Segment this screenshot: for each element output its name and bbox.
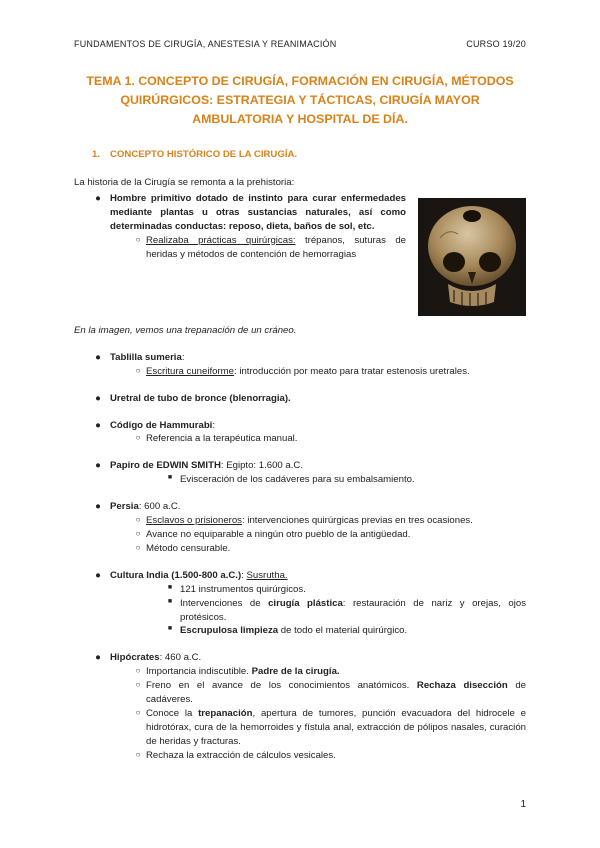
bullet-circle-icon: ○ bbox=[135, 234, 141, 244]
list-item-hipocrates bbox=[74, 651, 526, 665]
list-item-prehistoria bbox=[74, 192, 406, 234]
uretral-label: Uretral de tubo de bronce (blenorragia). bbox=[110, 392, 291, 404]
persia-label: Persia bbox=[110, 501, 139, 513]
section-heading bbox=[92, 148, 297, 162]
header-course-year: CURSO 19/20 bbox=[466, 39, 526, 49]
list-item-terapeutica bbox=[74, 432, 526, 446]
avance-text: Avance no equiparable a ningún otro pueblo de la antigüedad. bbox=[146, 528, 411, 540]
list-item-evisceracion bbox=[74, 473, 526, 487]
list-item-escritura bbox=[74, 365, 526, 379]
bullet-dot-icon: ● bbox=[95, 652, 101, 664]
esclavos-text: : intervenciones quirúrgicas previas en tres ocasiones. bbox=[241, 515, 473, 527]
india-label: Cultura India (1.500-800 a.C.) bbox=[110, 569, 242, 581]
list-item-metodo bbox=[74, 542, 526, 556]
plastica-bold: cirugía plástica bbox=[268, 597, 343, 609]
bullet-circle-icon: ○ bbox=[135, 433, 141, 443]
trepanacion-text-a: Conoce la bbox=[146, 707, 199, 719]
bullet-dot-icon: ● bbox=[95, 569, 101, 581]
escritura-label: Escritura cuneiforme bbox=[146, 365, 234, 377]
india-name: Susrutha. bbox=[246, 569, 288, 581]
importancia-text: Importancia indiscutible. bbox=[146, 666, 252, 678]
persia-text: : 600 a.C. bbox=[138, 501, 181, 513]
trepanned-skull-image bbox=[418, 198, 526, 316]
list-item-limpieza bbox=[74, 624, 526, 638]
bullet-dot-icon: ● bbox=[95, 419, 101, 431]
bullet-dot-icon: ● bbox=[95, 351, 101, 363]
bullet-circle-icon: ○ bbox=[135, 666, 141, 676]
list-item-papiro bbox=[74, 459, 526, 473]
page-number: 1 bbox=[520, 799, 526, 810]
image-caption: En la imagen, vemos una trepanación de un cráneo. bbox=[74, 324, 297, 336]
list-item-esclavos bbox=[74, 514, 526, 528]
importancia-bold: Padre de la cirugía. bbox=[251, 666, 340, 678]
list-item-freno bbox=[74, 679, 526, 707]
escritura-text: : introducción por meato para tratar estenosis uretrales. bbox=[233, 365, 470, 377]
plastica-text-a: Intervenciones de bbox=[180, 597, 269, 609]
india-colon: : bbox=[241, 569, 247, 581]
bullet-circle-icon: ○ bbox=[135, 707, 141, 717]
terapeutica-text: Referencia a la terapéutica manual. bbox=[146, 433, 298, 445]
bullet-square-icon: ■ bbox=[167, 474, 173, 482]
bullet-dot-icon: ● bbox=[95, 392, 101, 404]
document-title: TEMA 1. CONCEPTO DE CIRUGÍA, FORMACIÓN EN CIRUGÍA, MÉTODOS QUIRÚRGICOS: ESTRATEGIA Y TÁCTICAS, CIRUGÍA MAYOR AMBULATORIA Y HOSPITAL DE DÍA. bbox=[86, 74, 514, 127]
tablilla-label: Tablilla sumeria bbox=[110, 351, 182, 363]
bullet-square-icon: ■ bbox=[167, 583, 173, 591]
esclavos-label: Esclavos o prisioneros bbox=[146, 515, 242, 527]
practicas-label: Realizaba prácticas quirúrgicas: bbox=[146, 234, 296, 246]
evisceracion-text: Evisceración de los cadáveres para su embalsamiento. bbox=[180, 474, 415, 486]
list-item-india bbox=[74, 569, 526, 583]
bullet-circle-icon: ○ bbox=[135, 680, 141, 690]
section-title: CONCEPTO HISTÓRICO DE LA CIRUGÍA. bbox=[110, 149, 298, 160]
trepanacion-bold: trepanación bbox=[198, 707, 253, 719]
bullet-circle-icon: ○ bbox=[135, 365, 141, 375]
list-item-uretral bbox=[74, 392, 526, 406]
trepanacion-text-b: , apertura de tumores, punción evacuadora del hidrocele e hidrotórax, cura de la hemorroides y fístula anal, extracción de pólipos nasales, curación de heridas y fracturas. bbox=[146, 707, 526, 747]
hipocrates-label: Hipócrates bbox=[110, 652, 160, 664]
freno-text-a: Freno en el avance de los conocimientos anatómicos. bbox=[146, 680, 417, 692]
metodo-text: Método censurable. bbox=[146, 542, 231, 554]
plastica-text-b: : restauración de nariz y orejas, ojos protésicos. bbox=[180, 597, 526, 623]
prehistoria-text: Hombre primitivo dotado de instinto para curar enfermedades mediante plantas u otras sustancias naturales, así como determinadas conductas: reposo, dieta, baños de sol, etc. bbox=[110, 192, 406, 232]
section-number: 1. bbox=[92, 149, 101, 160]
hammurabi-label: Código de Hammurabi bbox=[110, 419, 213, 431]
practicas-text: trépanos, suturas de heridas y métodos de contención de hemorragias bbox=[146, 234, 406, 260]
list-item-hammurabi bbox=[74, 419, 526, 433]
bullet-circle-icon: ○ bbox=[135, 515, 141, 525]
limpieza-text: de todo el material quirúrgico. bbox=[278, 625, 408, 637]
freno-text-b: de cadáveres. bbox=[146, 680, 526, 706]
bullet-square-icon: ■ bbox=[167, 597, 173, 605]
calculos-text: Rechaza la extracción de cálculos vesicales. bbox=[146, 749, 336, 761]
bullet-dot-icon: ● bbox=[95, 192, 101, 204]
papiro-label: Papiro de EDWIN SMITH bbox=[110, 460, 221, 472]
prehistoria-block bbox=[74, 192, 526, 316]
list-item-calculos bbox=[74, 749, 526, 763]
document-body bbox=[74, 176, 526, 763]
list-item-importancia bbox=[74, 665, 526, 679]
list-item-persia bbox=[74, 500, 526, 514]
bullet-circle-icon: ○ bbox=[135, 542, 141, 552]
header-course-name: FUNDAMENTOS DE CIRUGÍA, ANESTESIA Y REANIMACIÓN bbox=[74, 39, 337, 49]
intro-paragraph: La historia de la Cirugía se remonta a la prehistoria: bbox=[74, 177, 295, 188]
bullet-circle-icon: ○ bbox=[135, 528, 141, 538]
limpieza-bold: Escrupulosa limpieza bbox=[180, 625, 279, 637]
list-item-plastica bbox=[74, 597, 526, 625]
bullet-dot-icon: ● bbox=[95, 501, 101, 513]
papiro-text: : Egipto: 1.600 a.C. bbox=[220, 460, 304, 472]
tablilla-colon: : bbox=[181, 351, 185, 363]
bullet-circle-icon: ○ bbox=[135, 749, 141, 759]
list-item-practicas bbox=[74, 234, 406, 262]
hipocrates-text: : 460 a.C. bbox=[159, 652, 202, 664]
list-item-trepanacion bbox=[74, 707, 526, 749]
list-item-avance bbox=[74, 528, 526, 542]
freno-bold: Rechaza disección bbox=[416, 680, 508, 692]
list-item-tablilla bbox=[74, 351, 526, 365]
bullet-square-icon: ■ bbox=[167, 625, 173, 633]
bullet-dot-icon: ● bbox=[95, 460, 101, 472]
instrumentos-text: 121 instrumentos quirúrgicos. bbox=[180, 583, 306, 595]
list-item-instrumentos bbox=[74, 583, 526, 597]
hammurabi-colon: : bbox=[212, 419, 216, 431]
